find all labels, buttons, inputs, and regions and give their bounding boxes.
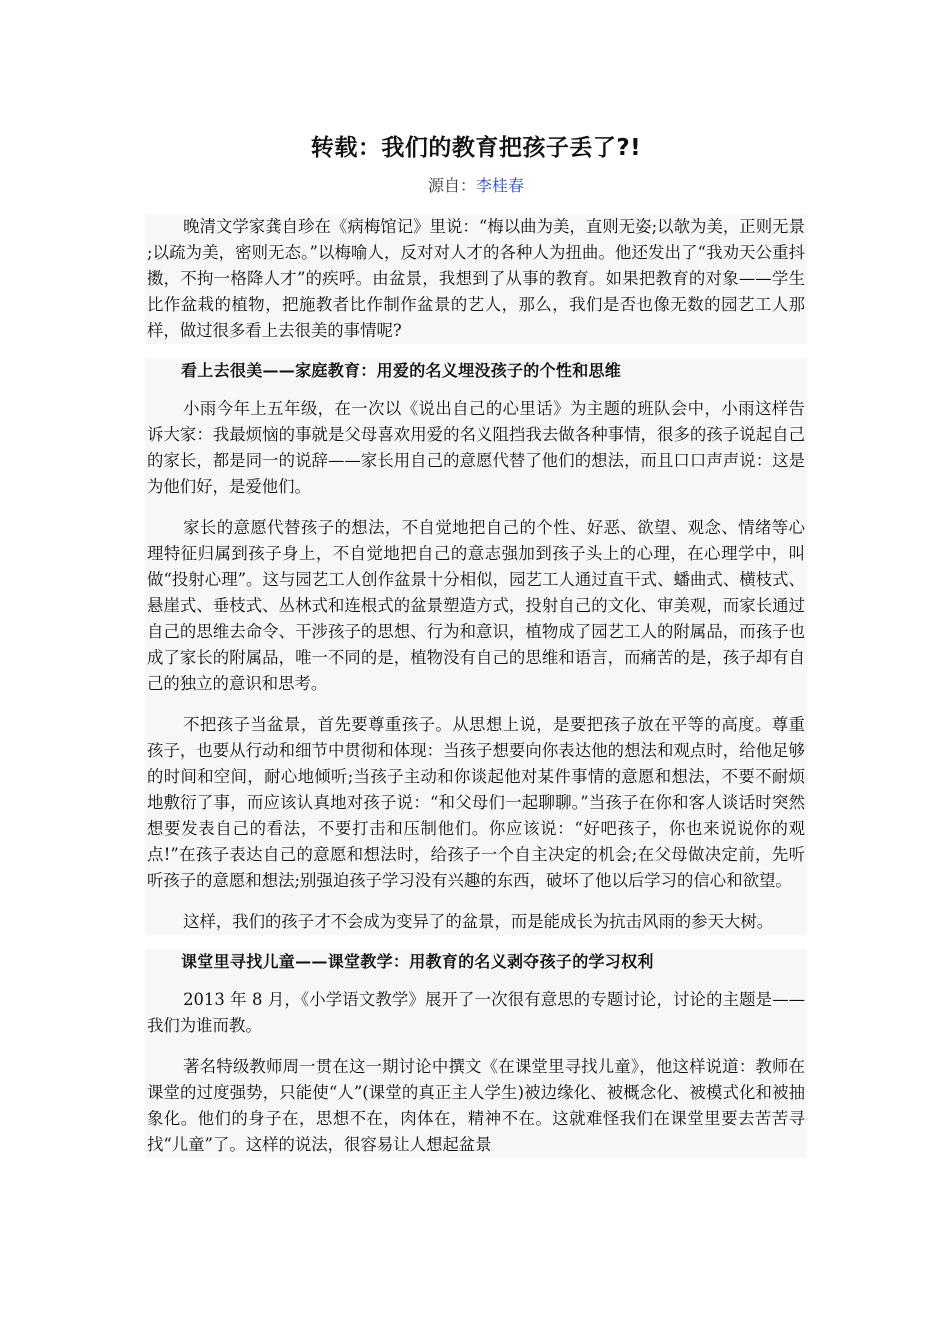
source-label: 源自：	[427, 176, 476, 195]
section-family-education	[145, 358, 807, 935]
article-source	[145, 172, 807, 200]
section-heading: 看上去很美——家庭教育：用爱的名义埋没孩子的个性和思维	[181, 361, 622, 380]
section-heading: 课堂里寻找儿童——课堂教学：用教育的名义剥夺孩子的学习权利	[181, 952, 654, 971]
document-page	[145, 128, 807, 1158]
article-title: 转载：我们的教育把孩子丢了?!	[310, 135, 642, 161]
paragraph: 著名特级教师周一贯在这一期讨论中撰文《在课堂里寻找儿童》，他这样说道：教师在课堂的过度强势，只能使“人”(课堂的真正主人学生)被边缘化、被概念化、被模式化和被抽象化。他们的身子在，思想不在，肉体在，精神不在。这就难怪我们在课堂里要去苦苦寻找“儿童”了。这样的说法，很容易让人想起盆景	[147, 1057, 805, 1154]
section-classroom-teaching	[145, 949, 807, 1158]
paragraph: 这样，我们的孩子才不会成为变异了的盆景，而是能成长为抗击风雨的参天大树。	[183, 912, 774, 931]
source-author-link[interactable]: 李桂春	[476, 176, 525, 195]
paragraph: 家长的意愿代替孩子的想法，不自觉地把自己的个性、好恶、欲望、观念、情绪等心理特征归属到孩子身上，不自觉地把自己的意志强加到孩子头上的心理，在心理学中，叫做“投射心理”。这与园艺工人创作盆景十分相似，园艺工人通过直干式、蟠曲式、横枝式、悬崖式、垂枝式、丛林式和连根式的盆景塑造方式，投射自己的文化、审美观，而家长通过自己的思维去命令、干涉孩子的思想、行为和意识，植物成了园艺工人的附属品，而孩子也成了家长的附属品，唯一不同的是，植物没有自己的思维和语言，而痛苦的是，孩子却有自己的独立的意识和思考。	[147, 518, 805, 693]
paragraph: 2013 年 8 月，《小学语文教学》展开了一次很有意思的专题讨论，讨论的主题是——我们为谁而教。	[147, 990, 805, 1035]
paragraph: 小雨今年上五年级，在一次以《说出自己的心里话》为主题的班队会中，小雨这样告诉大家：我最烦恼的事就是父母喜欢用爱的名义阻挡我去做各种事情，很多的孩子说起自己的家长，都是同一的说辞——家长用自己的意愿代替了他们的想法，而且口口声声说：这是为他们好，是爱他们。	[147, 399, 805, 496]
intro-paragraph: 晚清文学家龚自珍在《病梅馆记》里说：“梅以曲为美，直则无姿;以欹为美，正则无景 ;以疏为美，密则无态。”以梅喻人，反对对人才的各种人为扭曲。他还发出了“我劝天公重抖擞，不拘一格降人才”的疾呼。由盆景，我想到了从事的教育。如果把教育的对象——学生比作盆栽的植物，把施教者比作制作盆景的艺人，那么，我们是否也像无数的园艺工人那样，做过很多看上去很美的事情呢?	[147, 217, 805, 340]
paragraph: 不把孩子当盆景，首先要尊重孩子。从思想上说，是要把孩子放在平等的高度。尊重孩子，也要从行动和细节中贯彻和体现：当孩子想要向你表达他的想法和观点时，给他足够的时间和空间，耐心地倾听;当孩子主动和你谈起他对某件事情的意愿和想法，不要不耐烦地敷衍了事，而应该认真地对孩子说：“和父母们一起聊聊。”当孩子在你和客人谈话时突然想要发表自己的看法，不要打击和压制他们。你应该说：“好吧孩子，你也来说说你的观点!”在孩子表达自己的意愿和想法时，给孩子一个自主决定的机会;在父母做决定前，先听听孩子的意愿和想法;别强迫孩子学习没有兴趣的东西，破坏了他以后学习的信心和欲望。	[147, 715, 805, 890]
intro-section	[145, 214, 807, 344]
